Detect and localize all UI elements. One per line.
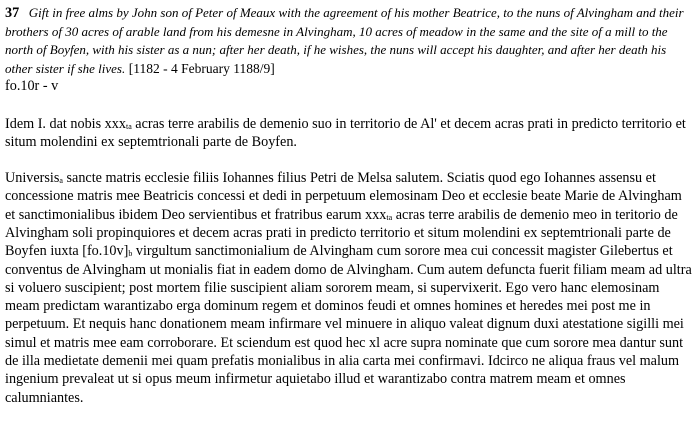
footnote-marker-a: a — [59, 176, 63, 186]
abbreviated-text-start: Idem I. dat nobis xxx — [5, 115, 126, 132]
entry-header — [5, 4, 695, 78]
abbreviated-text-end: acras terre arabilis de demenio suo in territorio de Al' et decem acras prati in predicto territorio et situm molendini ex septemtrionali parte de Boyfen. — [5, 115, 686, 150]
charter-text-part-1: Universis — [5, 170, 60, 187]
charter-text-part-2: sancte matris ecclesie filiis Iohannes filius Petri de Melsa salutem. Sciatis quod ego Iohannes assensu et concessione matris mee Beatricis concessi et dedi in perpetuum elemosinam Deo et ecclesie beate Marie de Alvingham et sanctimonialibus ibidem Deo servientibus et fratribus earum xxx — [5, 170, 682, 223]
ordinal-suffix: ta — [125, 121, 132, 131]
footnote-marker-b: b — [128, 249, 133, 259]
entry-date: [1182 - 4 February 1188/9] — [128, 60, 275, 76]
entry-summary: Gift in free alms by John son of Peter of Meaux with the agreement of his mother Beatrice, to the nuns of Alvingham and their brothers of 30 acres of arable land from his demesne in Alvingham, 10 acres of meadow in the same and the site of a mill to the north of Boyfen, with his sister as a nun; after her death, if he wishes, the nuns will accept his daughter, and after her death his other sister if she lives. — [5, 5, 684, 76]
ordinal-suffix: ta — [386, 212, 393, 222]
entry-number: 37 — [5, 5, 20, 21]
charter-text — [5, 169, 695, 407]
abbreviated-entry — [5, 115, 695, 152]
charter-text-part-4: virgultum sanctimonialium de Alvingham cum sorore mea cui concessit magister Gilebertus et conventus de Alvingham ut monialis fiat in eadem domo de Alvingham. Cum autem defuncta fuerit filiam meam ad ultra si voluero suscipient; post mortem filie suscipient aliam sororem meam, si supervixerit. Ego vero hanc elemosinam meam predictam warantizabo erga dominum regem et dominos feudi et omnes homines et heredes mei post me in perpetuum. Et nequis hanc donationem meam infirmare vel minuere in aliquo valeat dignum duxi atestatione sigilli mei simul et matris mee eam corroborare. Et sciendum est quod hec xl acre supra nominate que cum sorore mea dantur sunt de illa medietate demenii mei quam prefatis monialibus in alia carta mei confirmavi. Idcirco ne aliqua fraus vel malum ingenium prevaleat ut si opus meum infirmetur aquietabo illud et warantizabo contra matrem meam et omnes calumniantes. — [5, 243, 692, 406]
document-page — [5, 4, 695, 407]
charter-text-part-3: acras terre arabilis de demenio meo in teritorio de Alvingham soli propinquiores et decem acras prati in predicto territorio et situm molendini ex septemtrionali parte de Boyfen iuxta [fo.10v] — [5, 206, 678, 260]
folio-reference: fo.10r - v — [5, 78, 59, 94]
